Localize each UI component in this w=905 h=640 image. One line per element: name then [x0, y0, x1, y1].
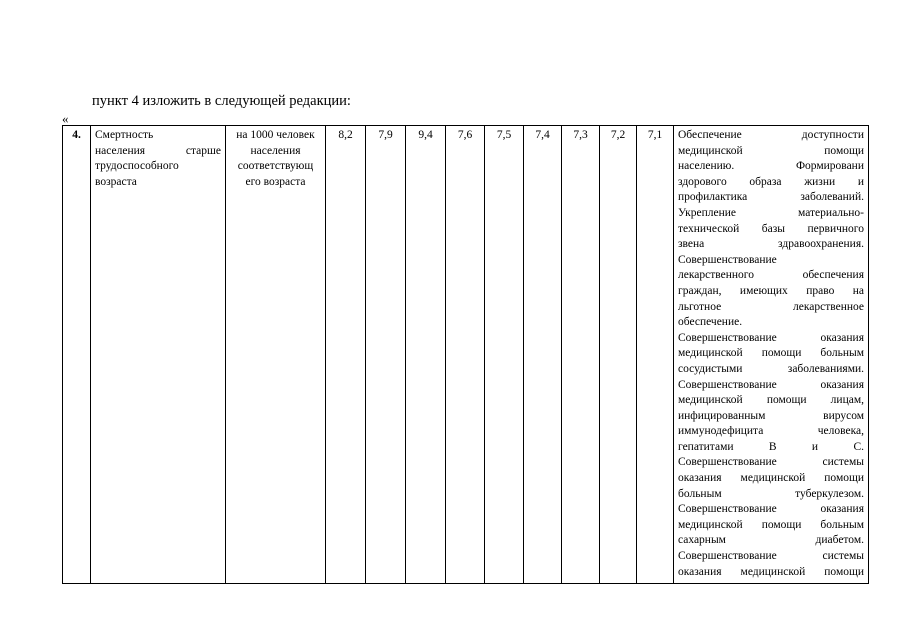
value-cell: 7,9	[366, 126, 406, 584]
row-number-cell: 4.	[63, 126, 91, 584]
indicators-table	[62, 125, 869, 584]
value-cell: 7,5	[485, 126, 524, 584]
measure-line: оказания медицинской помощи	[678, 472, 864, 485]
measure-line: звена здравоохранения.	[678, 238, 864, 251]
indicator-cell	[91, 126, 226, 584]
value-cell: 7,2	[600, 126, 637, 584]
measures-cell	[674, 126, 869, 584]
measure-line: обеспечение.	[678, 316, 743, 329]
indicator-line: возраста	[95, 175, 137, 188]
measure-line: льготное лекарственное	[678, 300, 864, 313]
indicator-line: населения старше	[95, 144, 221, 157]
measure-line: Совершенствование системы	[678, 550, 864, 563]
measure-line: Совершенствование системы	[678, 456, 864, 469]
measure-line: Обеспечение доступности	[678, 129, 864, 141]
unit-line: его возраста	[245, 175, 306, 188]
value-cell: 7,3	[562, 126, 600, 584]
value-cell: 7,4	[524, 126, 562, 584]
unit-cell	[226, 126, 326, 584]
table-row	[63, 126, 869, 584]
measure-line: здорового образа жизни и	[678, 175, 864, 188]
unit-line: на 1000 человек	[236, 129, 315, 141]
measure-line: профилактика заболеваний.	[678, 191, 864, 204]
value-cell: 7,6	[446, 126, 485, 584]
measure-line: лекарственного обеспечения	[678, 269, 864, 282]
opening-quote-mark: «	[62, 111, 69, 126]
value-cell: 9,4	[406, 126, 446, 584]
value-cell: 8,2	[326, 126, 366, 584]
measure-line: медицинской помощи лицам,	[678, 394, 864, 407]
measure-line: оказания медицинской помощи	[678, 565, 864, 578]
measure-line: Совершенствование	[678, 253, 777, 266]
measure-line: больным туберкулезом.	[678, 487, 864, 500]
unit-line: соответствующ	[237, 160, 314, 173]
measure-line: граждан, имеющих право на	[678, 284, 864, 297]
measure-line: технической базы первичного	[678, 222, 864, 235]
measure-line: инфицированным вирусом	[678, 409, 864, 422]
indicator-line: трудоспособного	[95, 160, 179, 173]
measure-line: медицинской помощи больным	[678, 518, 864, 531]
measure-line: сахарным диабетом.	[678, 534, 864, 547]
measure-line: медицинской помощи	[678, 144, 864, 157]
measure-line: гепатитами В и С.	[678, 440, 864, 453]
value-cell: 7,1	[637, 126, 674, 584]
measure-line: Совершенствование оказания	[678, 378, 864, 391]
unit-line: населения	[250, 144, 301, 157]
measure-line: Укрепление материально-	[678, 206, 864, 219]
measure-line: Совершенствование оказания	[678, 331, 864, 344]
measure-line: сосудистыми заболеваниями.	[678, 362, 864, 375]
intro-text: пункт 4 изложить в следующей редакции:	[92, 93, 351, 109]
measure-line: медицинской помощи больным	[678, 347, 864, 360]
measure-line: иммунодефицита человека,	[678, 425, 864, 438]
indicator-line: Смертность	[95, 129, 154, 141]
measure-line: населению. Формировани	[678, 160, 864, 173]
measure-line: Совершенствование оказания	[678, 503, 864, 516]
